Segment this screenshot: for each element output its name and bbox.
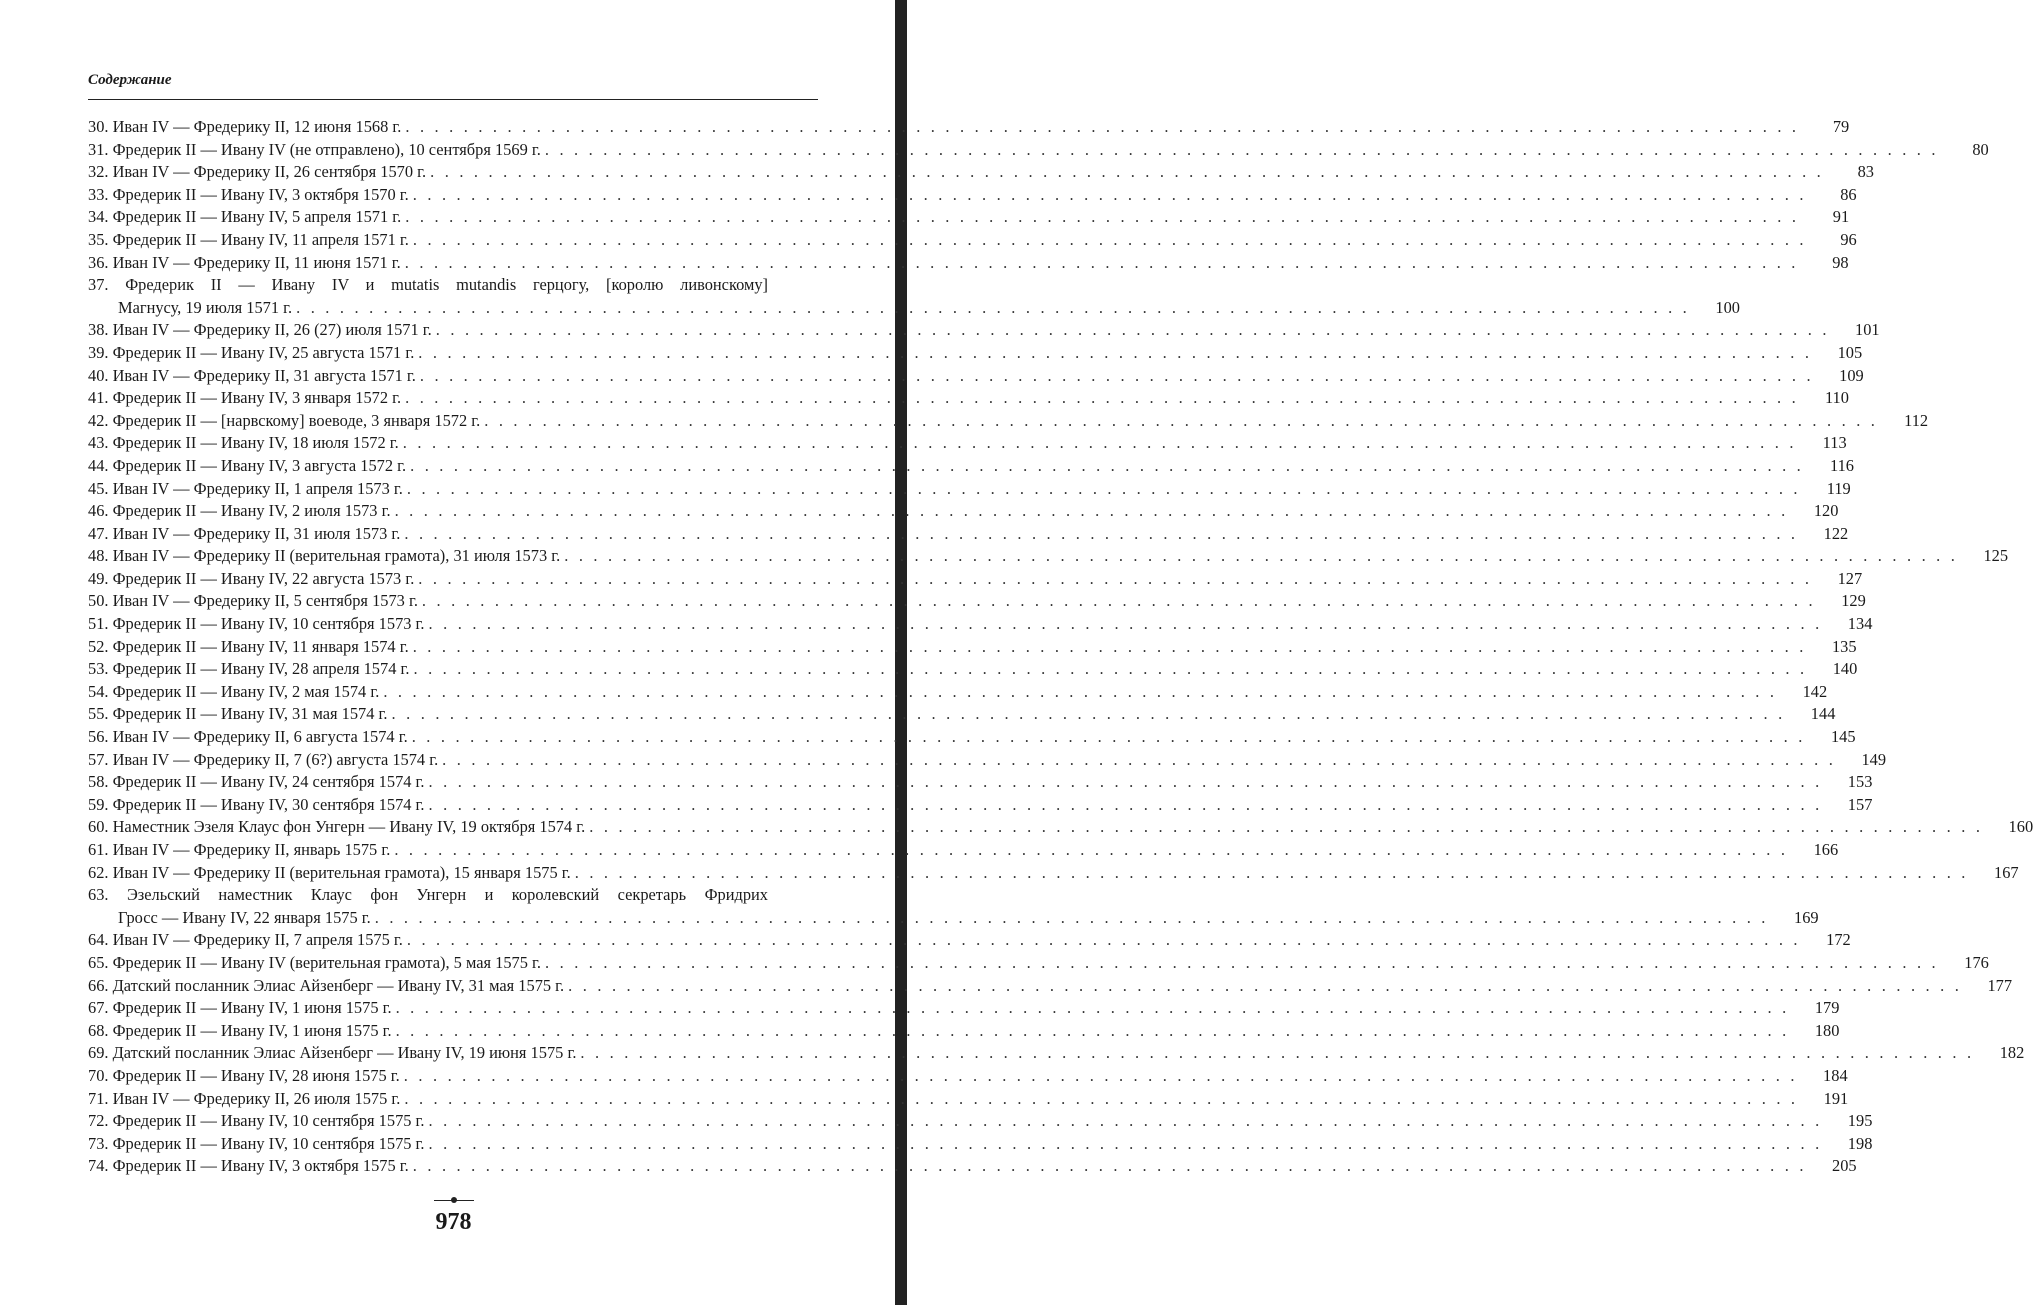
toc-entry-page: 205 — [1832, 1156, 1857, 1176]
toc-entry-page: 79 — [1832, 117, 1850, 136]
toc-entry[interactable] — [88, 862, 2019, 885]
toc-entry-page: 91 — [1832, 207, 1850, 227]
toc-entry-title: 48. Иван IV — Фредерику II (верительная грамота), 31 июля 1573 г. — [88, 546, 561, 566]
toc-entry-page: 83 — [1857, 162, 1874, 182]
page-footer — [0, 1200, 907, 1236]
toc-entry[interactable] — [88, 590, 1866, 613]
dot-leader — [405, 116, 1799, 139]
toc-entry-page: 105 — [1837, 342, 1863, 362]
toc-entry-page: 127 — [1837, 568, 1863, 588]
dot-leader — [420, 365, 1814, 388]
dot-leader — [418, 568, 1812, 591]
toc-entry-page: 100 — [1715, 297, 1740, 317]
dot-leader — [404, 1088, 1798, 1111]
dot-leader — [413, 1155, 1807, 1178]
dot-leader — [407, 478, 1801, 501]
toc-entry-page: 135 — [1831, 636, 1857, 656]
toc-entry-title: 60. Наместник Эзеля Клаус фон Унгерн — Ивану IV, 19 октября 1574 г. — [88, 817, 586, 837]
toc-entry-page: 184 — [1823, 1065, 1848, 1085]
toc-entry-title: 72. Фредерик II — Ивану IV, 10 сентября 1575 г. — [88, 1111, 425, 1131]
toc-entry[interactable] — [88, 478, 1851, 501]
toc-entry[interactable] — [88, 410, 1929, 433]
toc-entry-page: 169 — [1794, 907, 1819, 927]
toc-entry[interactable] — [88, 523, 1849, 546]
dot-leader — [575, 862, 1969, 885]
dot-leader — [403, 432, 1797, 455]
footer-ornament — [434, 1200, 474, 1207]
toc-entry[interactable] — [88, 342, 1863, 365]
toc-entry[interactable] — [88, 929, 1851, 952]
dot-leader — [396, 1020, 1790, 1043]
toc-entry[interactable] — [88, 884, 1819, 929]
dot-leader — [404, 523, 1798, 546]
toc-entry-title: 61. Иван IV — Фредерику II, январь 1575 г. — [88, 840, 391, 859]
toc-entry-page: 179 — [1814, 998, 1840, 1018]
toc-entry-page: 80 — [1972, 139, 1989, 159]
toc-entry[interactable] — [88, 658, 1858, 681]
toc-entry[interactable] — [88, 839, 1839, 862]
toc-entry[interactable] — [88, 365, 1864, 388]
toc-entry-title: 71. Иван IV — Фредерику II, 26 июля 1575 г. — [88, 1088, 401, 1108]
toc-entry-title: 36. Иван IV — Фредерику II, 11 июня 1571 г. — [88, 252, 401, 272]
toc-entry-page: 198 — [1847, 1133, 1873, 1153]
toc-entry-title: 65. Фредерик II — Ивану IV (верительная грамота), 5 мая 1575 г. — [88, 952, 541, 972]
toc-entry[interactable] — [88, 319, 1880, 342]
dot-leader — [418, 342, 1812, 365]
toc-entry-title: 39. Фредерик II — Ивану IV, 25 августа 1571 г. — [88, 342, 415, 362]
toc-entry-title: 59. Фредерик II — Ивану IV, 30 сентября 1574 г. — [88, 794, 425, 814]
dot-leader — [375, 907, 1769, 930]
toc-entry-title: 40. Иван IV — Фредерику II, 31 августа 1571 г. — [88, 365, 416, 385]
toc-entry-page: 177 — [1987, 975, 2013, 995]
dot-leader — [413, 229, 1807, 252]
toc-entry-title: 45. Иван IV — Фредерику II, 1 апреля 1573 г. — [88, 478, 403, 498]
toc-entry[interactable] — [88, 1020, 1840, 1043]
toc-entry[interactable] — [88, 975, 2013, 998]
toc-entry-page: 134 — [1847, 614, 1873, 634]
dot-leader — [429, 1133, 1823, 1156]
dot-leader — [564, 545, 1958, 568]
toc-entry-page: 98 — [1832, 252, 1849, 272]
toc-entry-title-continued: Магнусу, 19 июля 1571 г. — [118, 297, 293, 317]
toc-entry[interactable] — [88, 229, 1857, 252]
dot-leader — [484, 410, 1878, 433]
toc-entry-title: 73. Фредерик II — Ивану IV, 10 сентября 1575 г. — [88, 1133, 425, 1153]
dot-leader — [412, 726, 1806, 749]
toc-entry[interactable] — [88, 816, 2033, 839]
toc-entry[interactable] — [88, 139, 1989, 162]
toc-entry-page: 112 — [1904, 410, 1929, 430]
toc-entry-page: 122 — [1823, 523, 1849, 543]
toc-entry[interactable] — [88, 161, 1874, 184]
toc-entry-title: 74. Фредерик II — Ивану IV, 3 октября 1575 г. — [88, 1156, 409, 1176]
dot-leader — [405, 387, 1799, 410]
toc-entry-page: 119 — [1826, 478, 1851, 498]
toc-entry[interactable] — [88, 274, 1740, 319]
dot-leader — [429, 794, 1823, 817]
toc-entry[interactable] — [88, 116, 1850, 139]
toc-entry-page: 166 — [1813, 840, 1839, 859]
toc-entry-page: 172 — [1826, 930, 1851, 950]
toc-entry-page: 125 — [1983, 546, 2009, 566]
toc-entry[interactable] — [88, 703, 1836, 726]
toc-entry-page: 110 — [1824, 388, 1849, 408]
toc-entry-page: 96 — [1840, 229, 1857, 249]
dot-leader — [568, 975, 1962, 998]
toc-entry-title: 70. Фредерик II — Ивану IV, 28 июня 1575 г. — [88, 1065, 400, 1085]
toc-entry[interactable] — [88, 252, 1849, 275]
toc-entry[interactable] — [88, 997, 1840, 1020]
toc-entry-title: 44. Фредерик II — Ивану IV, 3 августа 1572 г. — [88, 455, 407, 475]
dot-leader — [430, 161, 1824, 184]
toc-entry-page: 180 — [1814, 1020, 1840, 1040]
toc-entry-title: 55. Фредерик II — Ивану IV, 31 мая 1574 г. — [88, 704, 388, 724]
toc-entry-page: 195 — [1847, 1111, 1873, 1131]
toc-entry[interactable] — [88, 568, 1863, 591]
dot-leader — [429, 613, 1823, 636]
dot-leader — [394, 839, 1788, 862]
dot-leader — [405, 206, 1799, 229]
toc-entry-title: 43. Фредерик II — Ивану IV, 18 июля 1572 г. — [88, 433, 399, 453]
dot-leader — [413, 658, 1807, 681]
toc-entry[interactable] — [88, 1042, 2025, 1065]
dot-leader — [383, 681, 1777, 704]
toc-entry[interactable] — [88, 500, 1839, 523]
toc-entry-title: 56. Иван IV — Фредерику II, 6 августа 1574 г. — [88, 727, 408, 747]
toc-entry-title: 38. Иван IV — Фредерику II, 26 (27) июля 1571 г. — [88, 320, 432, 340]
dot-leader — [580, 1042, 1974, 1065]
dot-leader — [296, 297, 1690, 320]
toc-entry-title: 67. Фредерик II — Ивану IV, 1 июня 1575 г. — [88, 998, 392, 1018]
toc-entry-title: 46. Фредерик II — Ивану IV, 2 июля 1573 г. — [88, 501, 391, 521]
toc-entry-page: 167 — [1994, 862, 2019, 882]
toc-entry-page: 176 — [1964, 952, 1989, 972]
toc-entry[interactable] — [88, 749, 1887, 772]
toc-entry-page: 116 — [1829, 455, 1854, 475]
toc-entry[interactable] — [88, 455, 1854, 478]
toc-entry[interactable] — [88, 1155, 1857, 1178]
toc-entry[interactable] — [88, 952, 1989, 975]
toc-entry-title: 47. Иван IV — Фредерику II, 31 июля 1573 г. — [88, 523, 401, 543]
dot-leader — [442, 749, 1836, 772]
running-header: Содержание — [88, 72, 172, 88]
toc-entry-title: 64. Иван IV — Фредерику II, 7 апреля 1575 г. — [88, 930, 403, 950]
toc-entry[interactable] — [88, 1088, 1849, 1111]
toc-entry-title: 62. Иван IV — Фредерику II (верительная грамота), 15 января 1575 г. — [88, 862, 571, 882]
toc-entry[interactable] — [88, 613, 1873, 636]
toc-entry[interactable] — [88, 184, 1857, 207]
toc-entry-title: 53. Фредерик II — Ивану IV, 28 апреля 1574 г. — [88, 659, 410, 679]
toc-entry-title: 66. Датский посланник Элиас Айзенберг — Ивану IV, 31 мая 1575 г. — [88, 975, 565, 995]
toc-entry[interactable] — [88, 636, 1857, 659]
toc-entry[interactable] — [88, 681, 1828, 704]
toc-entry[interactable] — [88, 771, 1873, 794]
toc-entry-page: 101 — [1855, 320, 1880, 340]
toc-entry-title: 54. Фредерик II — Ивану IV, 2 мая 1574 г. — [88, 681, 380, 701]
toc-entry-page: 153 — [1847, 772, 1873, 792]
toc-entry-page: 149 — [1861, 749, 1887, 769]
toc-entry-page: 144 — [1810, 704, 1836, 724]
toc-entry[interactable] — [88, 432, 1847, 455]
dot-leader — [589, 816, 1983, 839]
page-number: 978 — [435, 1209, 472, 1235]
toc-entry-title-continued: Гросс — Ивану IV, 22 января 1575 г. — [118, 907, 371, 927]
dot-leader — [396, 997, 1790, 1020]
toc-entry-page: 140 — [1832, 659, 1858, 679]
toc-entry-title: 35. Фредерик II — Ивану IV, 11 апреля 1571 г. — [88, 229, 409, 249]
toc-entry-title: 69. Датский посланник Элиас Айзенберг — Ивану IV, 19 июня 1575 г. — [88, 1043, 577, 1063]
toc-entry[interactable] — [88, 206, 1850, 229]
toc-entry-page: 109 — [1839, 365, 1864, 385]
toc-entry-title: 33. Фредерик II — Ивану IV, 3 октября 1570 г. — [88, 184, 409, 204]
toc-entry[interactable] — [88, 1110, 1873, 1133]
dot-leader — [413, 636, 1807, 659]
dot-leader — [392, 703, 1786, 726]
toc-entry[interactable] — [88, 794, 1873, 817]
dot-leader — [405, 252, 1799, 275]
toc-entry-title: 50. Иван IV — Фредерику II, 5 сентября 1573 г. — [88, 591, 418, 611]
toc-entry-title: 57. Иван IV — Фредерику II, 7 (6?) августа 1574 г. — [88, 749, 439, 769]
toc-entry-text-block — [88, 884, 1819, 929]
toc-entry-title: 41. Фредерик II — Ивану IV, 3 января 1572 г. — [88, 388, 402, 408]
dot-leader — [545, 952, 1939, 975]
toc-entry-title: 58. Фредерик II — Ивану IV, 24 сентября 1574 г. — [88, 772, 425, 792]
toc-entry[interactable] — [88, 1133, 1873, 1156]
toc-entry-page: 191 — [1823, 1088, 1849, 1108]
toc-entry-title: 42. Фредерик II — [нарвскому] воеводе, 3 января 1572 г. — [88, 410, 481, 430]
dot-leader — [413, 184, 1807, 207]
toc-entry[interactable] — [88, 387, 1849, 410]
toc-entry-page: 182 — [1999, 1043, 2025, 1063]
toc-entry[interactable] — [88, 1065, 1848, 1088]
toc-entry-page: 157 — [1847, 794, 1873, 814]
dot-leader — [545, 139, 1939, 162]
dot-leader — [407, 929, 1801, 952]
toc-entry-page: 145 — [1830, 727, 1856, 747]
toc-entry-title: 32. Иван IV — Фредерику II, 26 сентября 1570 г. — [88, 162, 427, 182]
toc-entry-title: 51. Фредерик II — Ивану IV, 10 сентября 1573 г. — [88, 614, 425, 634]
dot-leader — [429, 771, 1823, 794]
header-rule — [88, 99, 818, 100]
toc-entry-title: 63. Эзельский наместник Клаус фон Унгерн и королевский секретарь Фридрих — [88, 885, 768, 905]
toc-entry-page: 86 — [1840, 184, 1857, 204]
table-of-contents — [88, 116, 2033, 1178]
toc-entry[interactable] — [88, 726, 1856, 749]
dot-leader — [422, 590, 1816, 613]
toc-entry-text-block — [88, 274, 1740, 319]
toc-entry-page: 142 — [1802, 681, 1828, 701]
toc-entry-title: 34. Фредерик II — Ивану IV, 5 апреля 1571 г. — [88, 207, 402, 227]
dot-leader — [404, 1065, 1798, 1088]
dot-leader — [395, 500, 1789, 523]
toc-entry-title: 31. Фредерик II — Ивану IV (не отправлено), 10 сентября 1569 г. — [88, 139, 541, 159]
dot-leader — [429, 1110, 1823, 1133]
toc-entry-title: 30. Иван IV — Фредерику II, 12 июня 1568 г. — [88, 117, 402, 136]
toc-entry[interactable] — [88, 545, 2009, 568]
toc-entry-title: 52. Фредерик II — Ивану IV, 11 января 1574 г. — [88, 636, 409, 656]
dot-leader — [410, 455, 1804, 478]
toc-entry-page: 160 — [2008, 817, 2033, 837]
toc-entry-title: 49. Фредерик II — Ивану IV, 22 августа 1573 г. — [88, 568, 415, 588]
toc-entry-page: 113 — [1822, 433, 1847, 453]
dot-leader — [436, 319, 1830, 342]
toc-entry-title: 68. Фредерик II — Ивану IV, 1 июня 1575 г. — [88, 1020, 392, 1040]
toc-entry-page: 120 — [1813, 501, 1839, 521]
toc-entry-page: 129 — [1841, 591, 1866, 611]
toc-entry-title: 37. Фредерик II — Ивану IV и mutatis mutandis герцогу, [королю ливонскому] — [88, 275, 768, 295]
